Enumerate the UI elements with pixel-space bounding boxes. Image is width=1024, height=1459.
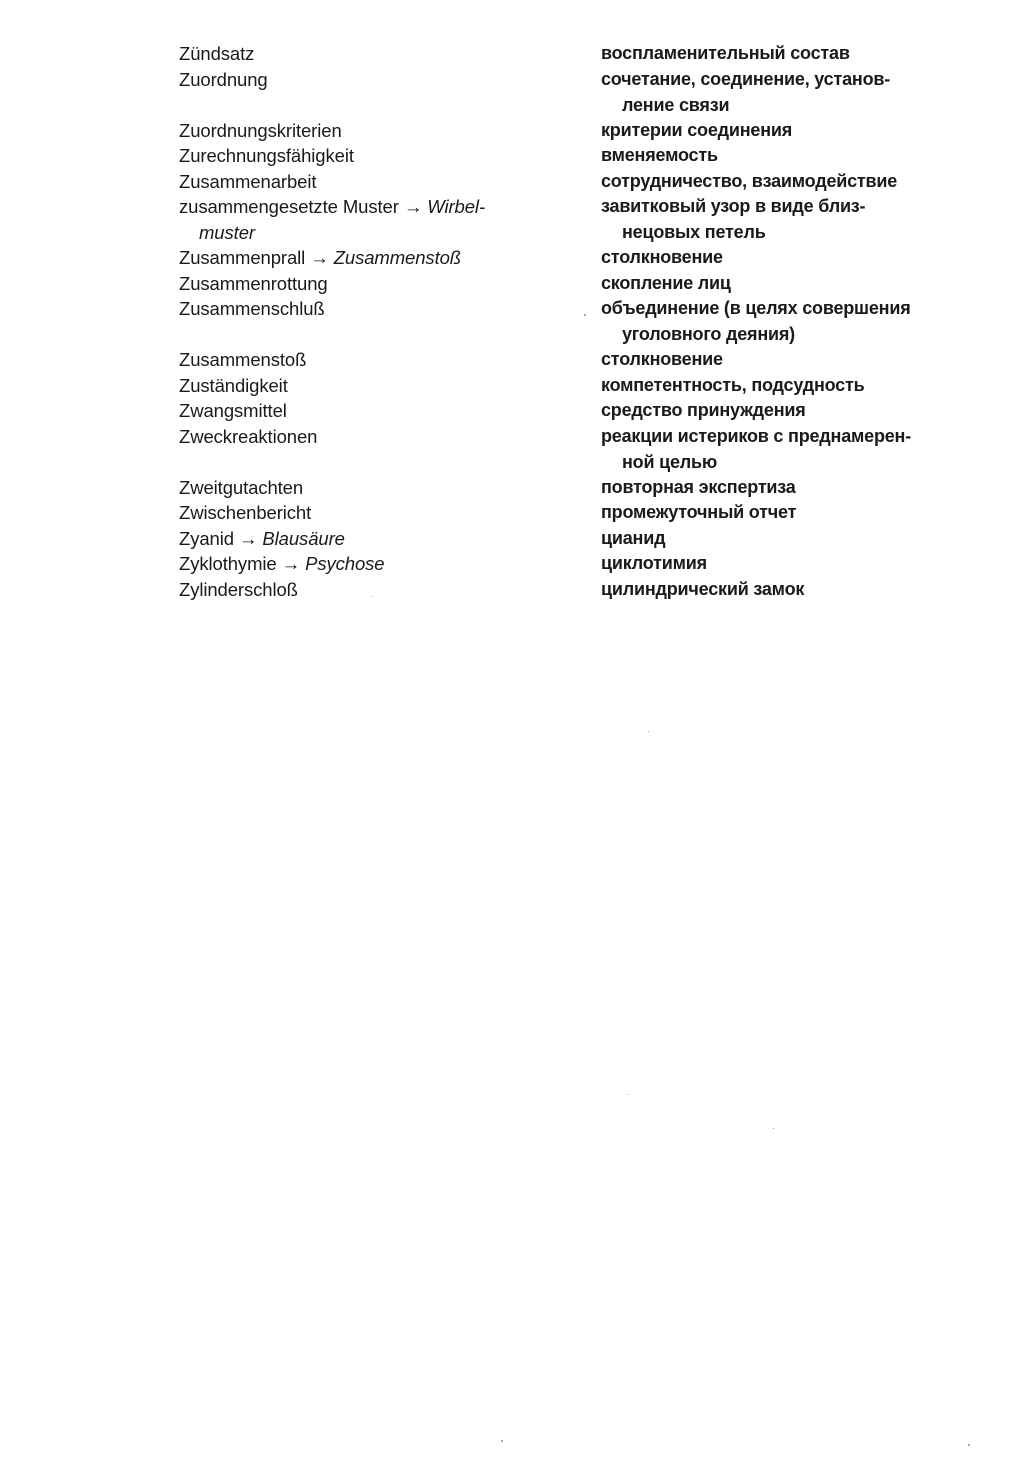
- german-term: [179, 245, 559, 271]
- russian-translation: [601, 41, 1001, 67]
- translation-line: цианид: [601, 528, 666, 548]
- german-term: [179, 194, 559, 245]
- term-text: Zweitgutachten: [179, 477, 304, 498]
- russian-translation: [601, 296, 1001, 347]
- translation-line: циклотимия: [601, 553, 707, 573]
- dictionary-entry: [0, 347, 1024, 373]
- german-term: [179, 551, 559, 577]
- translation-line-continuation: ной целью: [622, 451, 718, 472]
- term-text: Zweckreaktionen: [179, 426, 318, 447]
- translation-line-continuation: уголовного деяния): [622, 323, 795, 344]
- russian-translation: [601, 500, 1001, 526]
- translation-line: критерии соединения: [601, 120, 793, 140]
- dictionary-entry: [0, 424, 1024, 472]
- translation-line: вменяемость: [601, 145, 718, 165]
- translation-line-continuation: ление связи: [622, 94, 730, 115]
- russian-translation: [601, 67, 1001, 118]
- translation-line: скопление лиц: [601, 273, 731, 293]
- term-text: Zylinderschloß: [179, 579, 298, 600]
- dictionary-entry: [0, 500, 1024, 526]
- translation-line: промежуточный отчет: [601, 502, 797, 522]
- dictionary-entry: [0, 271, 1024, 297]
- translation-line: повторная экспертиза: [601, 477, 796, 497]
- term-text: Zurechnungsfähigkeit: [179, 145, 354, 166]
- dictionary-entry: [0, 551, 1024, 577]
- translation-line: средство принуждения: [601, 400, 806, 420]
- german-term: [179, 500, 559, 526]
- russian-translation: [601, 398, 1001, 424]
- german-term: [179, 143, 559, 169]
- translation-line: объединение (в целях совершения: [601, 298, 911, 318]
- translation-line-continuation: нецовых петель: [622, 221, 766, 242]
- russian-translation: [601, 194, 1001, 245]
- translation-line: столкновение: [601, 349, 723, 369]
- translation-line: цилиндрический замок: [601, 579, 805, 599]
- russian-translation: [601, 245, 1001, 271]
- term-text: Zusammenschluß: [179, 298, 325, 319]
- german-term: [179, 169, 559, 195]
- russian-translation: [601, 143, 1001, 169]
- term-continuation: muster: [199, 221, 255, 243]
- term-text: Zuordnung: [179, 69, 268, 90]
- russian-translation: [601, 118, 1001, 144]
- german-term: [179, 398, 559, 424]
- dictionary-entry: [0, 41, 1024, 67]
- term-text: Zyklothymie →: [179, 553, 301, 574]
- russian-translation: [601, 169, 1001, 195]
- german-term: [179, 577, 559, 603]
- german-term: [179, 271, 559, 297]
- translation-line: сотрудничество, взаимодействие: [601, 171, 898, 191]
- dictionary-entry: [0, 526, 1024, 552]
- translation-line: воспламенительный состав: [601, 43, 850, 63]
- dictionary-entry: [0, 67, 1024, 115]
- scan-speck: [501, 1440, 503, 1442]
- russian-translation: [601, 271, 1001, 297]
- scan-speck: [372, 596, 373, 597]
- term-text: Zwangsmittel: [179, 400, 287, 421]
- russian-translation: [601, 551, 1001, 577]
- dictionary-entry: [0, 577, 1024, 603]
- dictionary-entry: [0, 245, 1024, 271]
- dictionary-entry: [0, 398, 1024, 424]
- cross-reference: Zusammenstoß: [333, 247, 461, 268]
- scan-speck: [968, 1444, 970, 1446]
- term-text: Zündsatz: [179, 43, 255, 64]
- term-text: Zusammenstoß: [179, 349, 307, 370]
- term-text: Zyanid →: [179, 528, 258, 549]
- dictionary-entry: [0, 143, 1024, 169]
- german-term: [179, 526, 559, 552]
- russian-translation: [601, 373, 1001, 399]
- scan-speck: [773, 1128, 774, 1129]
- translation-line: столкновение: [601, 247, 723, 267]
- scan-speck: [584, 314, 586, 316]
- german-term: [179, 373, 559, 399]
- term-text: Zuordnungskriterien: [179, 120, 342, 141]
- dictionary-entry: [0, 169, 1024, 195]
- translation-line: завитковый узор в виде близ-: [601, 196, 866, 216]
- dictionary-entry: [0, 194, 1024, 243]
- german-term: [179, 347, 559, 373]
- term-text: Zusammenprall →: [179, 247, 329, 268]
- term-text: Zusammenarbeit: [179, 171, 317, 192]
- term-text: Zwischenbericht: [179, 502, 312, 523]
- translation-line: сочетание, соединение, установ-: [601, 69, 891, 89]
- scan-speck: [628, 1094, 629, 1095]
- scan-speck: [648, 731, 649, 732]
- term-text: Zuständigkeit: [179, 375, 288, 396]
- german-term: [179, 41, 559, 67]
- russian-translation: [601, 526, 1001, 552]
- term-text: zusammengesetzte Muster →: [179, 196, 423, 217]
- russian-translation: [601, 475, 1001, 501]
- russian-translation: [601, 424, 1001, 475]
- russian-translation: [601, 347, 1001, 373]
- german-term: [179, 67, 559, 93]
- german-term: [179, 118, 559, 144]
- cross-reference: Wirbel-: [427, 196, 485, 217]
- cross-reference: Blausäure: [262, 528, 345, 549]
- dictionary-entry: [0, 296, 1024, 344]
- german-term: [179, 475, 559, 501]
- cross-reference: Psychose: [305, 553, 385, 574]
- russian-translation: [601, 577, 1001, 603]
- term-text: Zusammenrottung: [179, 273, 328, 294]
- translation-line: компетентность, подсудность: [601, 375, 865, 395]
- german-term: [179, 296, 559, 322]
- translation-line: реакции истериков с преднамерен-: [601, 426, 912, 446]
- dictionary-entry: [0, 475, 1024, 501]
- dictionary-entry: [0, 118, 1024, 144]
- dictionary-entry: [0, 373, 1024, 399]
- german-term: [179, 424, 559, 450]
